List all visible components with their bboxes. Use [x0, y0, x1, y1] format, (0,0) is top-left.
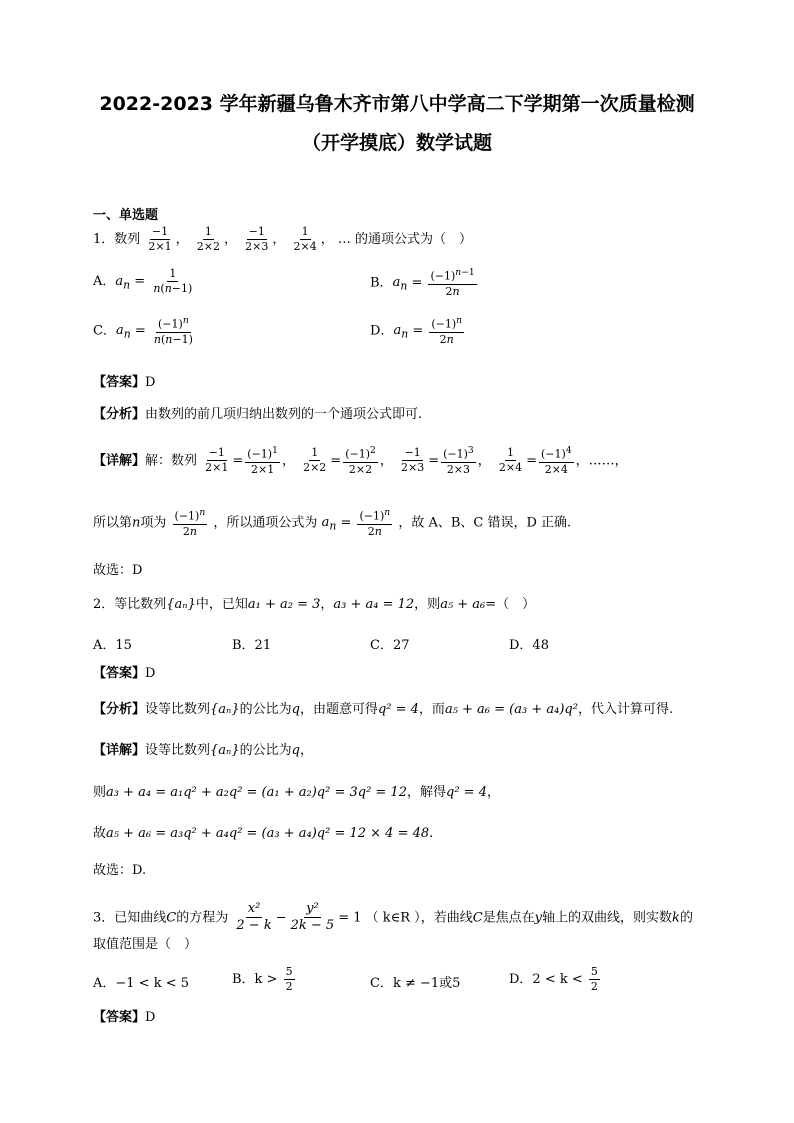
q2-choose: 故选：D.: [93, 863, 147, 878]
q2-analysis: 【分析】设等比数列{aₙ}的公比为q，由题意可得q² = 4，而a₅ + a₆ = (a₃ + a₄)q²，代入计算可得.: [93, 702, 674, 717]
document-title-line-2: （开学摸底）数学试题: [301, 132, 492, 154]
q1-detail: 【详解】解：数列 $\frac{-1}{2\times 1}$ = $\frac{(-1)^1}{2\times 1}$ ， $\frac{1}{2\times 2}$ = $\frac{(-1)^2}{2\times 2}$ ， $\frac{-1}{2\times 3}$ = $\frac{(-1)^3}{2\times 3}$ ， $\frac{1}{2\times 4}$ = $\frac{(-1)^4}{2\times 4}$ ，……，: [93, 445, 628, 476]
q2-option-a: A．15: [93, 638, 132, 653]
q2-answer: 【答案】D: [93, 666, 156, 681]
q1-term-2: $\frac{1}{2\times 2}$: [196, 225, 220, 254]
q3-option-a: A．−1 < k < 5: [93, 976, 190, 991]
q2-detail-line-2: 故a₅ + a₆ = a₃q² + a₄q² = (a₃ + a₄)q² = 12 × 4 = 48.: [93, 826, 434, 841]
q1-stem: 1．数列 $\frac{-1}{2\times 1}$ ， $\frac{1}{2\times 2}$ ， $\frac{-1}{2\times 3}$ ， $\frac{1}{2\times 4}$ ， … 的通项公式为（ ）: [93, 225, 473, 254]
q3-answer: 【答案】D: [93, 1010, 156, 1025]
q1-analysis: 【分析】由数列的前几项归纳出数列的一个通项公式即可.: [93, 407, 423, 422]
q1-answer: 【答案】D: [93, 375, 156, 390]
section-heading: 一、单选题: [93, 208, 159, 223]
q2-option-b: B．21: [232, 638, 272, 653]
q2-detail: 【详解】设等比数列{aₙ}的公比为q，: [93, 743, 313, 758]
q1-option-c: C．$a_n$ = $\frac{(-1)^n}{n(n-1)}$: [93, 315, 193, 346]
q3-stem: 3．已知曲线C的方程为 $\frac{\text{x²}}{2 - k}$ − $\frac{\text{y²}}{2k - 5}$ = 1 （ k∈R ），若曲线C是焦点在y轴上的双曲线，则实数k的: [93, 901, 693, 934]
q3-option-b: B．k > $\frac{5}{2}$: [232, 965, 293, 994]
q1-term-4: $\frac{1}{2\times 4}$: [293, 225, 317, 254]
document-title-line-1: 2022-2023 学年新疆乌鲁木齐市第八中学高二下学期第一次质量检测: [99, 93, 695, 115]
q3-option-c: C．k ≠ −1或5: [370, 976, 461, 991]
q3-option-d: D．2 < k < $\frac{5}{2}$: [509, 965, 598, 994]
q1-option-a: A．$a_n$ = $\frac{1}{n(n-1)}$: [93, 267, 193, 296]
q3-stem-line-2: 取值范围是（ ）: [93, 937, 198, 952]
q2-option-c: C．27: [370, 638, 410, 653]
q1-detail-conclusion: 所以第n项为 $\frac{(-1)^n}{2n}$ ，所以通项公式为 $a_n$ = $\frac{(-1)^n}{2n}$ ，故 A、B、C 错误，D 正确.: [93, 507, 572, 538]
q1-option-b: B．$a_n$ = $\frac{(-1)^{n-1}}{2n}$: [370, 267, 475, 298]
q1-term-3: $\frac{-1}{2\times 3}$: [245, 225, 269, 254]
q1-option-d: D．$a_n$ = $\frac{(-1)^n}{2n}$: [370, 315, 463, 346]
q1-term-1: $\frac{-1}{2\times 1}$: [148, 225, 172, 254]
q2-option-d: D．48: [509, 638, 549, 653]
q1-choose: 故选：D: [93, 563, 143, 578]
q2-stem: 2．等比数列{aₙ}中，已知a₁ + a₂ = 3，a₃ + a₄ = 12，则a₅ + a₆=（ ）: [93, 597, 536, 612]
q2-detail-line-1: 则a₃ + a₄ = a₁q² + a₂q² = (a₁ + a₂)q² = 3q² = 12，解得q² = 4，: [93, 785, 500, 800]
